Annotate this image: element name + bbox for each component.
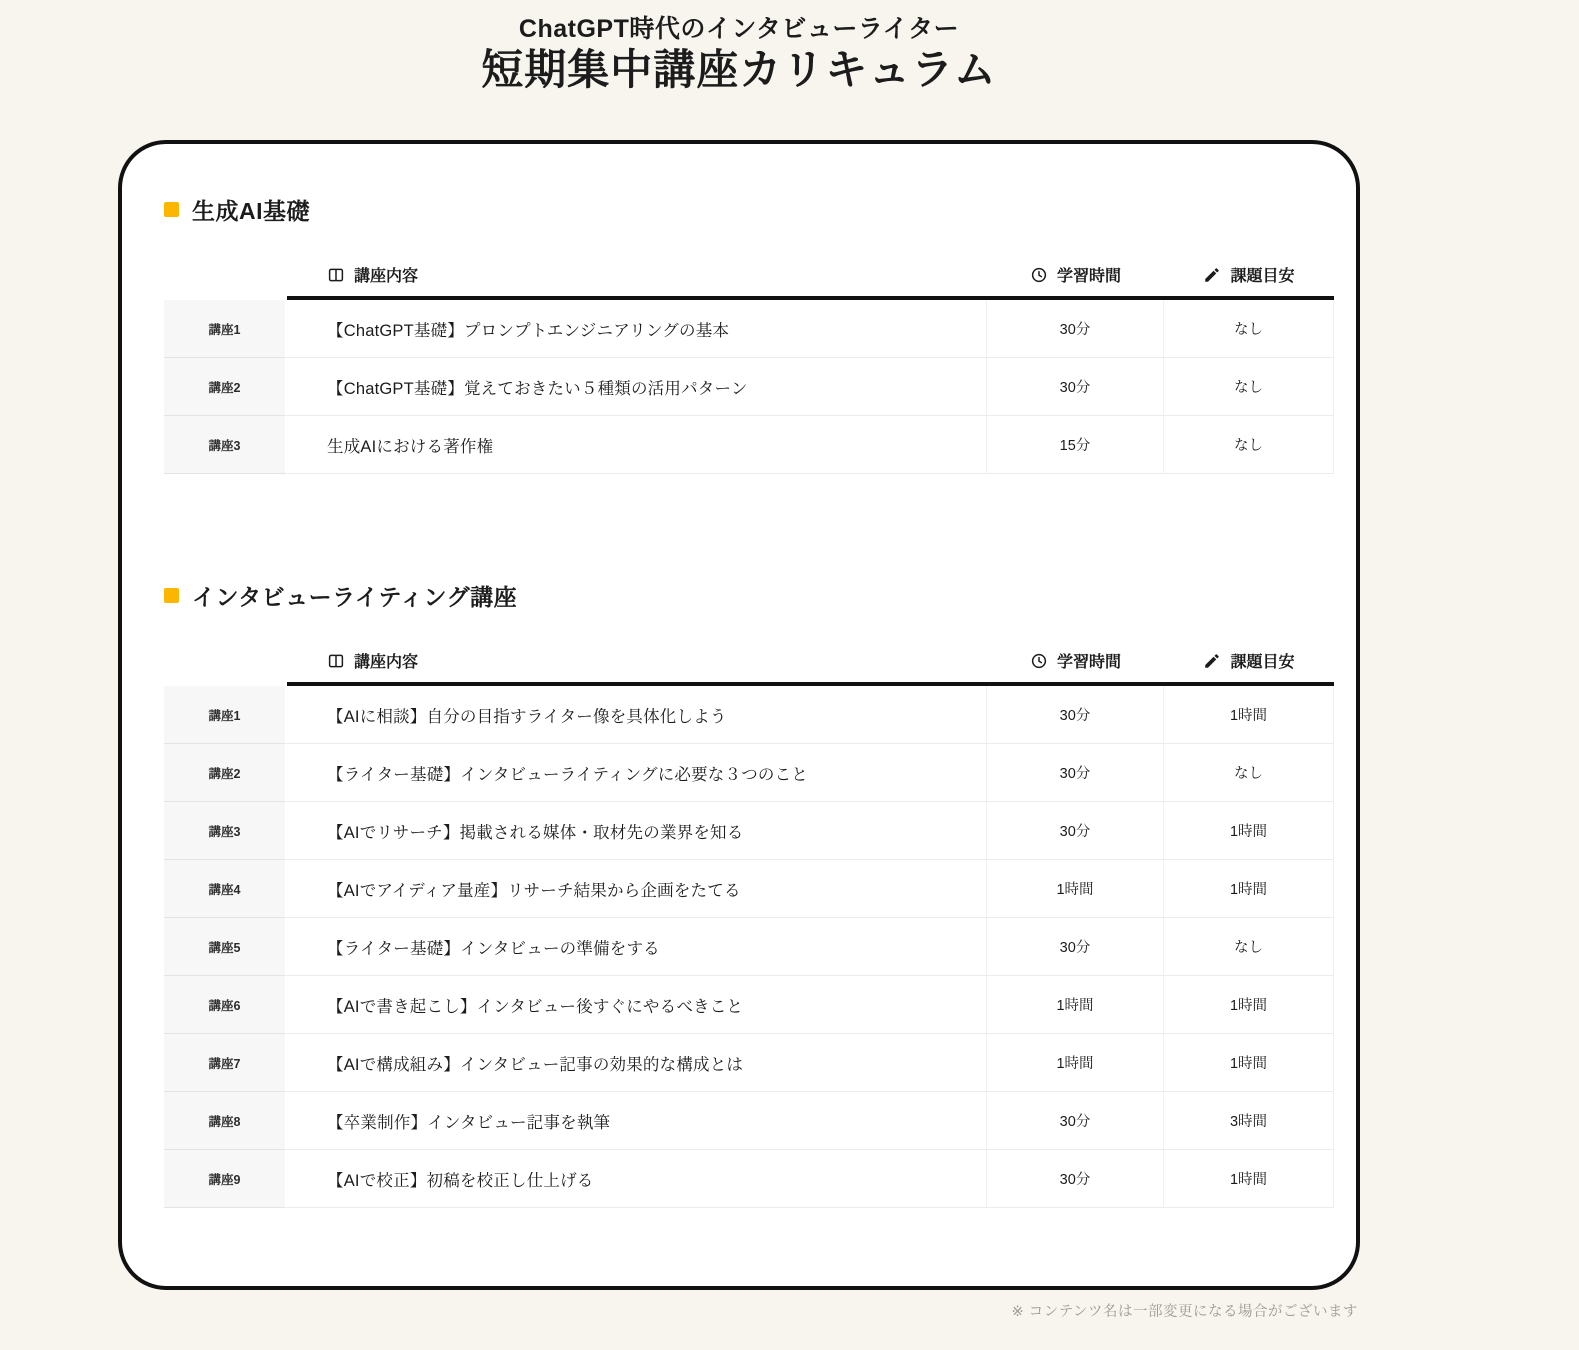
book-icon xyxy=(327,652,345,670)
course-time-cell: 30分 xyxy=(987,1150,1164,1208)
course-time-cell: 30分 xyxy=(987,358,1164,416)
book-icon xyxy=(327,266,345,284)
page-title-line2: 短期集中講座カリキュラム xyxy=(481,46,997,93)
course-row xyxy=(164,358,1334,416)
course-number-cell: 講座3 xyxy=(164,416,287,474)
section-title: 生成AI基礎 xyxy=(192,197,310,224)
course-time-cell: 30分 xyxy=(987,686,1164,744)
header-label-content: 講座内容 xyxy=(354,653,419,671)
course-assignment-cell: なし xyxy=(1164,300,1334,358)
course-content-cell: 【AIでアイディア量産】リサーチ結果から企画をたてる xyxy=(287,860,987,918)
course-row xyxy=(164,416,1334,474)
section-header xyxy=(164,580,1334,610)
course-content-cell: 【AIで書き起こし】インタビュー後すぐにやるべきこと xyxy=(287,976,987,1034)
yellow-square-icon xyxy=(164,202,179,217)
pencil-icon xyxy=(1203,266,1221,284)
course-time-cell: 30分 xyxy=(987,300,1164,358)
course-number-cell: 講座5 xyxy=(164,918,287,976)
course-number-cell: 講座9 xyxy=(164,1150,287,1208)
course-row xyxy=(164,300,1334,358)
header-cell-assignment xyxy=(1164,252,1334,300)
course-content-cell: 生成AIにおける著作権 xyxy=(287,416,987,474)
course-row xyxy=(164,1150,1334,1208)
course-content-cell: 【卒業制作】インタビュー記事を執筆 xyxy=(287,1092,987,1150)
header-label-time: 学習時間 xyxy=(1056,653,1121,671)
pencil-icon xyxy=(1203,652,1221,670)
course-content-cell: 【AIで構成組み】インタビュー記事の効果的な構成とは xyxy=(287,1034,987,1092)
course-assignment-cell: 1時間 xyxy=(1164,1150,1334,1208)
course-row xyxy=(164,860,1334,918)
course-assignment-cell: 1時間 xyxy=(1164,686,1334,744)
header-cell-empty xyxy=(164,252,287,300)
table-header-row xyxy=(164,638,1334,686)
course-number-cell: 講座2 xyxy=(164,744,287,802)
course-number-cell: 講座6 xyxy=(164,976,287,1034)
course-assignment-cell: 1時間 xyxy=(1164,802,1334,860)
course-time-cell: 30分 xyxy=(987,744,1164,802)
page-title-line1: ChatGPT時代のインタビューライター xyxy=(518,15,960,43)
course-number-cell: 講座2 xyxy=(164,358,287,416)
course-assignment-cell: 1時間 xyxy=(1164,976,1334,1034)
clock-icon xyxy=(1030,266,1048,284)
page-header xyxy=(118,0,1360,94)
header-label-assignment: 課題目安 xyxy=(1230,267,1295,285)
course-time-cell: 1時間 xyxy=(987,976,1164,1034)
course-section xyxy=(164,194,1334,474)
course-content-cell: 【ライター基礎】インタビューの準備をする xyxy=(287,918,987,976)
course-time-cell: 30分 xyxy=(987,1092,1164,1150)
course-content-cell: 【AIに相談】自分の目指すライター像を具体化しよう xyxy=(287,686,987,744)
course-number-cell: 講座3 xyxy=(164,802,287,860)
course-row xyxy=(164,802,1334,860)
course-number-cell: 講座1 xyxy=(164,686,287,744)
course-section xyxy=(164,580,1334,1208)
course-row xyxy=(164,1034,1334,1092)
course-content-cell: 【AIで校正】初稿を校正し仕上げる xyxy=(287,1150,987,1208)
course-number-cell: 講座7 xyxy=(164,1034,287,1092)
header-cell-empty xyxy=(164,638,287,686)
header-label-assignment: 課題目安 xyxy=(1230,653,1295,671)
header-cell-content xyxy=(287,252,987,300)
clock-icon xyxy=(1030,652,1048,670)
course-assignment-cell: 1時間 xyxy=(1164,1034,1334,1092)
course-row xyxy=(164,918,1334,976)
header-label-content: 講座内容 xyxy=(354,267,419,285)
course-content-cell: 【ChatGPT基礎】プロンプトエンジニアリングの基本 xyxy=(287,300,987,358)
course-content-cell: 【ライター基礎】インタビューライティングに必要な３つのこと xyxy=(287,744,987,802)
course-assignment-cell: なし xyxy=(1164,918,1334,976)
course-row xyxy=(164,686,1334,744)
footnote: ※ コンテンツ名は一部変更になる場合がございます xyxy=(1011,1304,1358,1320)
course-content-cell: 【AIでリサーチ】掲載される媒体・取材先の業界を知る xyxy=(287,802,987,860)
course-content-cell: 【ChatGPT基礎】覚えておきたい５種類の活用パターン xyxy=(287,358,987,416)
header-cell-time xyxy=(987,252,1164,300)
page-frame xyxy=(118,0,1360,1321)
course-assignment-cell: 3時間 xyxy=(1164,1092,1334,1150)
course-table xyxy=(164,252,1334,474)
course-table xyxy=(164,638,1334,1208)
course-number-cell: 講座8 xyxy=(164,1092,287,1150)
course-assignment-cell: なし xyxy=(1164,416,1334,474)
course-assignment-cell: なし xyxy=(1164,358,1334,416)
course-time-cell: 30分 xyxy=(987,802,1164,860)
course-time-cell: 15分 xyxy=(987,416,1164,474)
course-time-cell: 1時間 xyxy=(987,860,1164,918)
section-header xyxy=(164,194,1334,224)
course-row xyxy=(164,744,1334,802)
course-assignment-cell: なし xyxy=(1164,744,1334,802)
course-number-cell: 講座1 xyxy=(164,300,287,358)
course-time-cell: 30分 xyxy=(987,918,1164,976)
yellow-square-icon xyxy=(164,588,179,603)
table-header-row xyxy=(164,252,1334,300)
course-number-cell: 講座4 xyxy=(164,860,287,918)
course-time-cell: 1時間 xyxy=(987,1034,1164,1092)
curriculum-card xyxy=(118,140,1360,1290)
course-row xyxy=(164,1092,1334,1150)
header-cell-content xyxy=(287,638,987,686)
header-cell-time xyxy=(987,638,1164,686)
section-title: インタビューライティング講座 xyxy=(192,583,518,610)
course-row xyxy=(164,976,1334,1034)
course-assignment-cell: 1時間 xyxy=(1164,860,1334,918)
header-cell-assignment xyxy=(1164,638,1334,686)
curriculum-sections xyxy=(164,194,1334,1208)
header-label-time: 学習時間 xyxy=(1056,267,1121,285)
